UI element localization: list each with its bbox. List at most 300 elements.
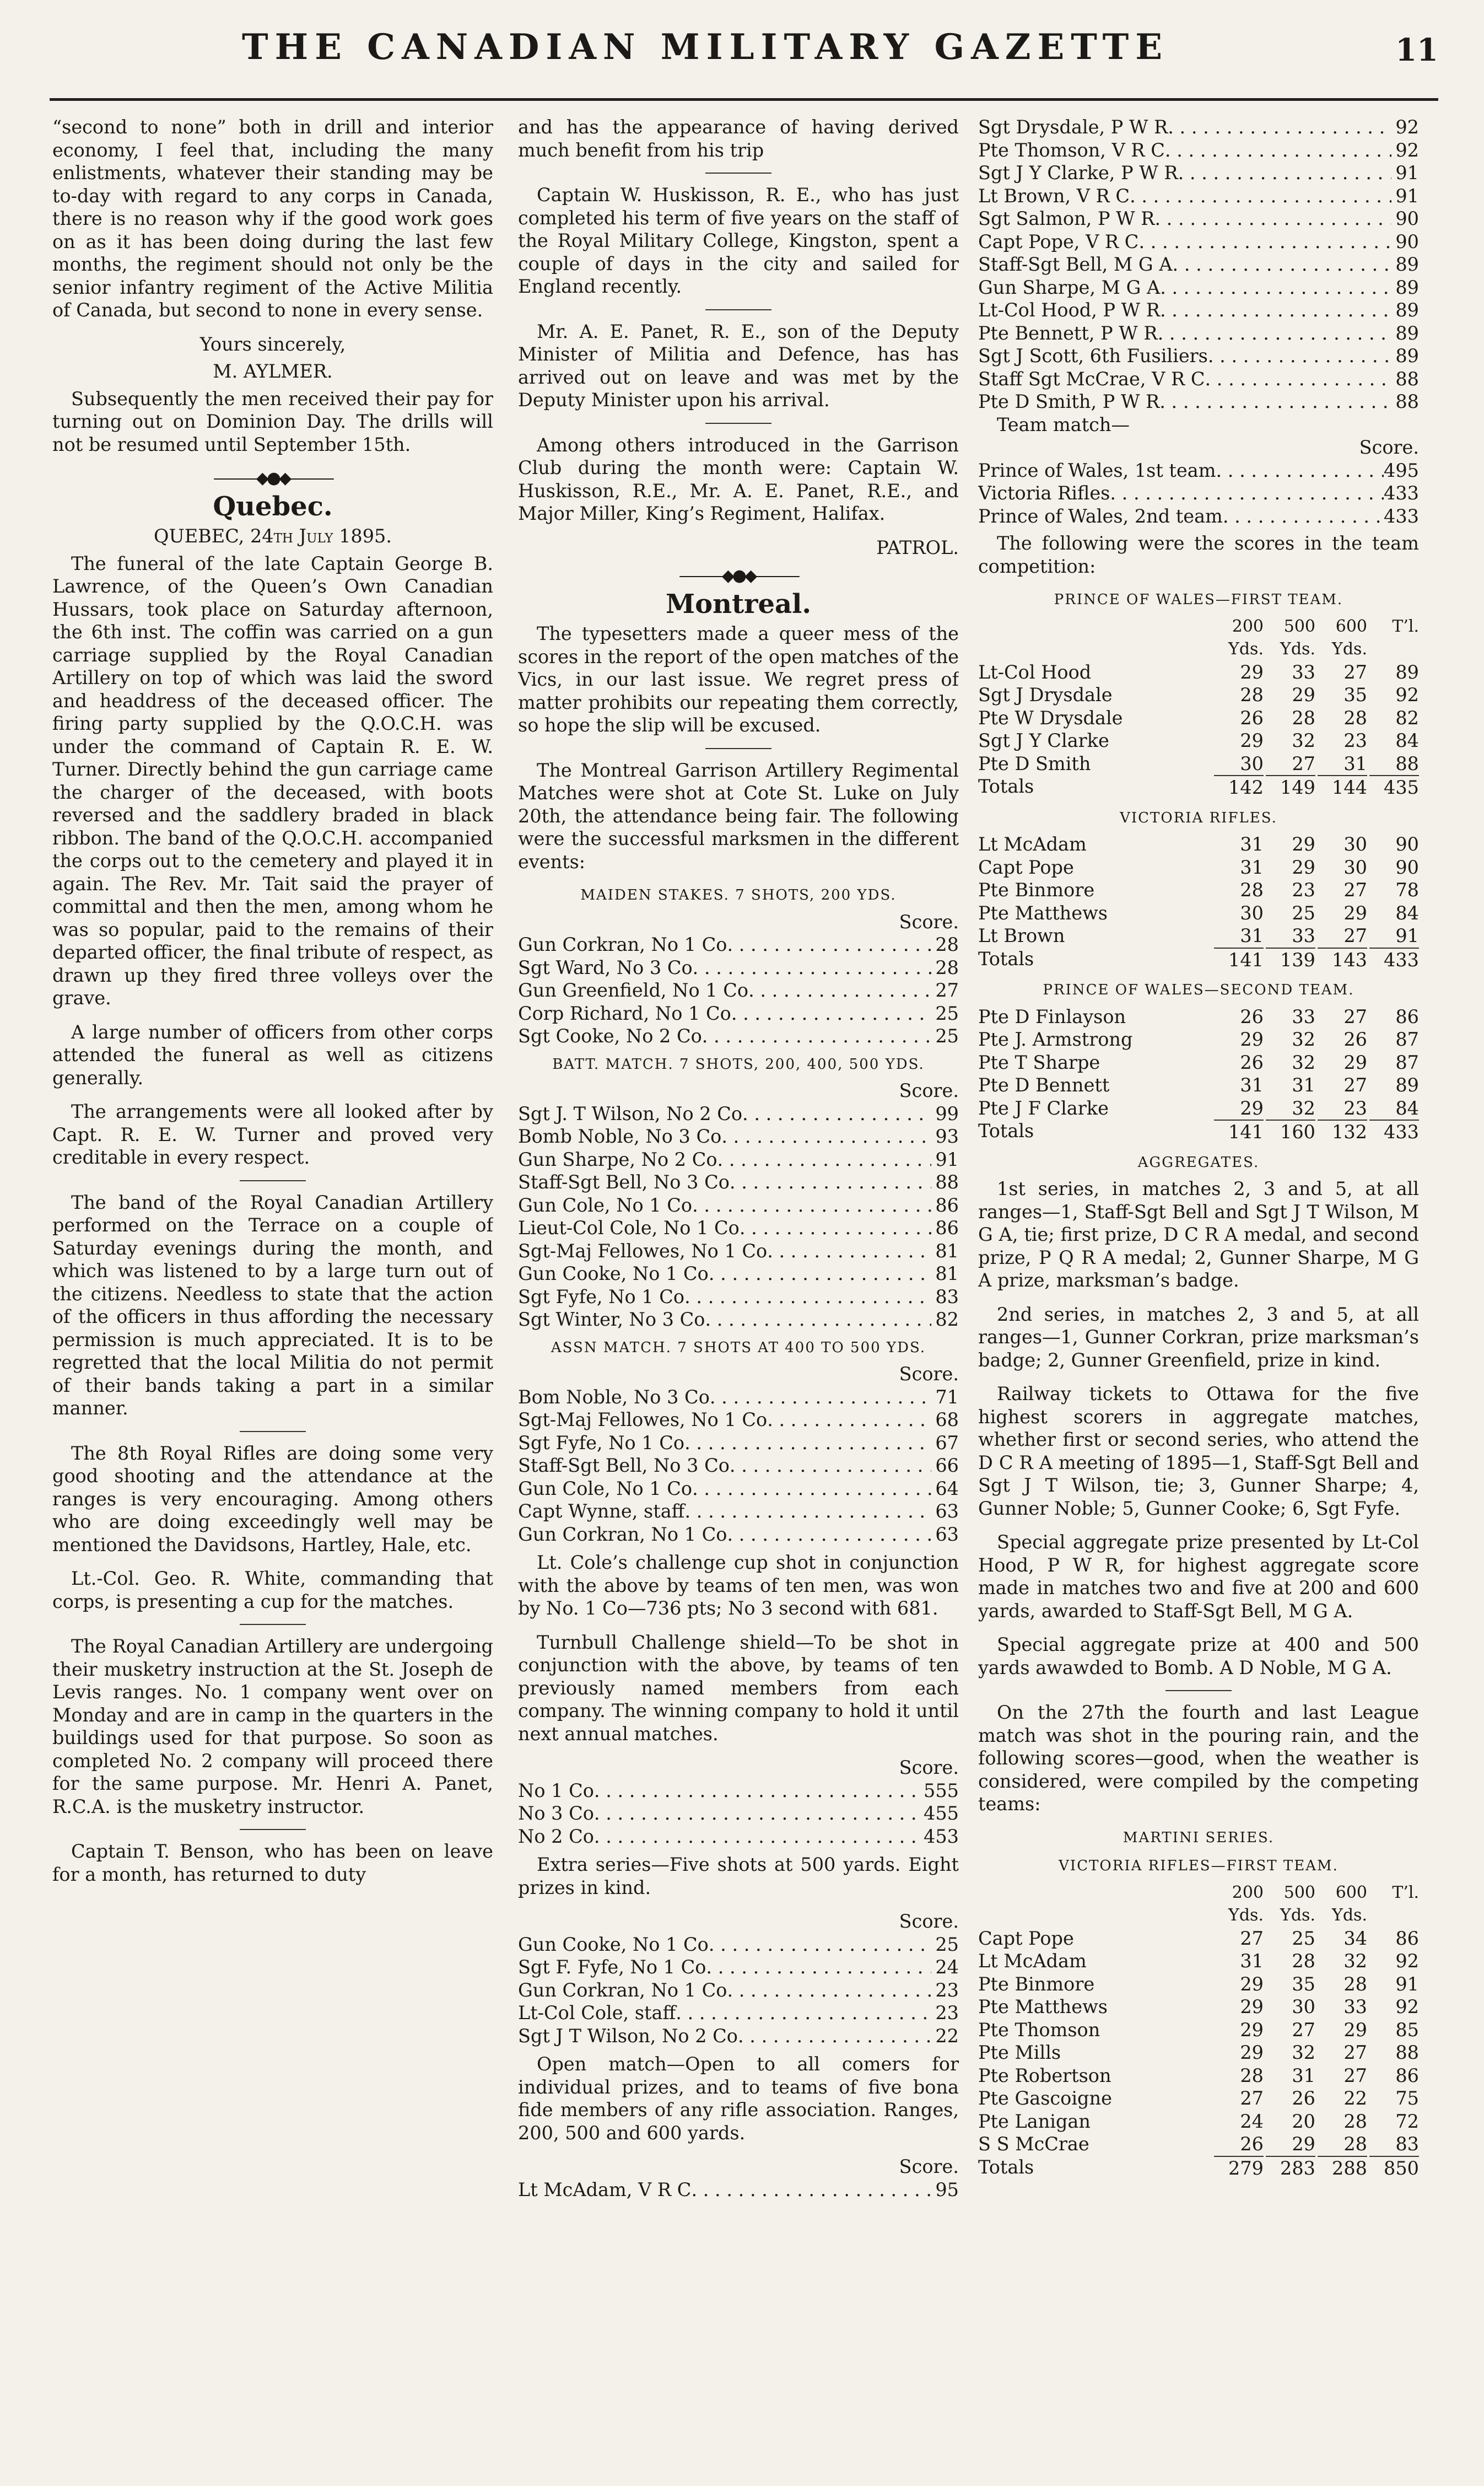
entry-name: Staff-Sgt Bell, M G A bbox=[978, 254, 1173, 275]
col-header: T’l. bbox=[1392, 1882, 1419, 1902]
dot-leader bbox=[738, 2025, 931, 2048]
list-item bbox=[518, 1217, 959, 1240]
dot-leader bbox=[1223, 505, 1384, 528]
entry-name: Gun Corkran, No 1 Co bbox=[518, 934, 727, 955]
score-header: Score. bbox=[899, 1757, 959, 1778]
letter-signature: M. AYLMER. bbox=[213, 360, 333, 382]
table-title: AGGREGATES. bbox=[1137, 1154, 1260, 1171]
dot-leader bbox=[767, 1408, 931, 1432]
entry-name: Corp Richard, No 1 Co bbox=[518, 1002, 731, 1024]
table-cell: 32 bbox=[1292, 2042, 1315, 2063]
table-cell: 86 bbox=[1395, 1927, 1419, 1949]
table-cell: 22 bbox=[1343, 2087, 1367, 2109]
dot-leader bbox=[1168, 116, 1391, 139]
column-3 bbox=[978, 116, 1419, 2464]
list-item bbox=[518, 1102, 959, 1126]
list-item bbox=[518, 1194, 959, 1217]
dot-leader bbox=[1205, 368, 1392, 391]
dot-leader bbox=[727, 1523, 931, 1546]
total-cell: 149 bbox=[1266, 775, 1315, 799]
entry-score: 81 bbox=[935, 1263, 959, 1284]
table-cell: Pte J. Armstrong bbox=[978, 1029, 1133, 1050]
entry-score: 23 bbox=[935, 1979, 959, 2001]
col-header: Yds. bbox=[1228, 639, 1264, 659]
entry-name: Victoria Rifles bbox=[978, 482, 1110, 504]
table-cell: 31 bbox=[1240, 1074, 1264, 1096]
table-cell: 29 bbox=[1240, 1029, 1264, 1050]
dot-leader bbox=[684, 1500, 931, 1523]
divider bbox=[705, 423, 771, 424]
ornament-divider: ———◆●◆——— bbox=[213, 469, 333, 488]
paragraph: Open match—Open to all comers for individual prizes, and to teams of five bona fide members of any rifle association. Ranges, 200, 500 and 600 yards. bbox=[518, 2053, 959, 2144]
entry-name: Bom Noble, No 3 Co bbox=[518, 1386, 710, 1408]
table-cell: 84 bbox=[1395, 902, 1419, 924]
total-cell: Totals bbox=[978, 1120, 1034, 1142]
total-cell: 288 bbox=[1318, 2156, 1367, 2180]
dot-leader bbox=[1110, 482, 1384, 505]
table-cell: 25 bbox=[1292, 1927, 1315, 1949]
entry-name: Lt-Col Hood, P W R bbox=[978, 299, 1160, 321]
table-cell: 29 bbox=[1343, 1051, 1367, 1073]
entry-score: 455 bbox=[924, 1802, 959, 1824]
entry-score: 71 bbox=[935, 1386, 959, 1408]
score-header: Score. bbox=[899, 1911, 959, 1932]
table-cell: 92 bbox=[1395, 1996, 1419, 2017]
table-cell: 33 bbox=[1343, 1996, 1367, 2017]
table-cell: 31 bbox=[1292, 2064, 1315, 2086]
entry-score: 86 bbox=[935, 1194, 959, 1216]
table-cell: 33 bbox=[1292, 925, 1315, 946]
score-header: Score. bbox=[899, 2156, 959, 2177]
entry-score: 89 bbox=[1395, 299, 1419, 321]
dot-leader bbox=[705, 1308, 931, 1331]
martini-vr-first-team-table bbox=[978, 1927, 1419, 2180]
list-item bbox=[978, 459, 1419, 482]
table-cell: 29 bbox=[1240, 1097, 1264, 1119]
entry-name: Gun Sharpe, No 2 Co bbox=[518, 1148, 717, 1170]
list-item bbox=[518, 1956, 959, 1979]
table-cell: 91 bbox=[1395, 1973, 1419, 1995]
entry-score: 91 bbox=[935, 1148, 959, 1170]
team-match-list bbox=[978, 459, 1419, 528]
entry-score: 27 bbox=[935, 980, 959, 1001]
dot-leader bbox=[1178, 162, 1391, 185]
list-item bbox=[518, 1002, 959, 1025]
entry-name: Sgt-Maj Fellowes, No 1 Co bbox=[518, 1240, 768, 1262]
list-item bbox=[518, 1285, 959, 1309]
table-cell: 30 bbox=[1240, 902, 1264, 924]
paragraph: The band of the Royal Canadian Artillery performed on the Terrace on a couple of Saturday evenings during the month, and which was listened to by a large turn out of the citizens. Needless to state that the action of the officers in thus affording the necessary permission is much appreciated. It is to be regretted that the local Militia do not permit of their bands taking a part in a similar manner. bbox=[52, 1191, 493, 1419]
table-title: PRINCE OF WALES—SECOND TEAM. bbox=[1043, 982, 1355, 998]
total-cell: 142 bbox=[1214, 775, 1264, 799]
paragraph: On the 27th the fourth and last League match was shot in the pouring rain, and the following scores—good, when the weather is considered, were compiled by the competing teams: bbox=[978, 1702, 1419, 1815]
entry-score: 28 bbox=[935, 956, 959, 978]
table-cell: Sgt J Y Clarke bbox=[978, 730, 1109, 751]
entry-score: 89 bbox=[1395, 322, 1419, 344]
table-cell: 29 bbox=[1240, 1973, 1264, 1995]
entry-score: 91 bbox=[1395, 162, 1419, 184]
table-cell: 28 bbox=[1240, 879, 1264, 901]
dot-leader bbox=[1130, 185, 1391, 208]
table-cell: 75 bbox=[1395, 2087, 1419, 2109]
entry-name: Prince of Wales, 1st team bbox=[978, 459, 1216, 481]
dot-leader bbox=[730, 1454, 931, 1477]
table-cell: Lt-Col Hood bbox=[978, 661, 1092, 683]
table-cell: Pte Matthews bbox=[978, 1996, 1108, 2017]
total-cell: 850 bbox=[1369, 2156, 1419, 2180]
entry-score: 90 bbox=[1395, 208, 1419, 229]
entry-name: Sgt Fyfe, No 1 Co bbox=[518, 1432, 685, 1454]
table-cell: 85 bbox=[1395, 2019, 1419, 2041]
paragraph: Special aggregate prize at 400 and 500 yards awawded to Bomb. A D Noble, M G A. bbox=[978, 1634, 1419, 1678]
total-cell: 144 bbox=[1318, 775, 1367, 799]
list-item bbox=[518, 1523, 959, 1546]
list-item bbox=[518, 1500, 959, 1523]
list-item bbox=[518, 1802, 959, 1825]
entry-name: Sgt Fyfe, No 1 Co bbox=[518, 1285, 685, 1307]
table-cell: Pte D Bennett bbox=[978, 1074, 1110, 1096]
table-cell: 84 bbox=[1395, 1097, 1419, 1119]
table-cell: Sgt J Drysdale bbox=[978, 684, 1113, 706]
dot-leader bbox=[691, 2178, 931, 2202]
table-cell: 31 bbox=[1240, 1950, 1264, 1972]
table-cell: 27 bbox=[1240, 1927, 1264, 1949]
col-header: 200 bbox=[1232, 616, 1264, 636]
total-cell: Totals bbox=[978, 948, 1034, 970]
dot-leader bbox=[727, 1979, 931, 2002]
dot-leader bbox=[767, 1240, 931, 1263]
paragraph: Turnbull Challenge shield—To be shot in conjunction with the above, by teams of ten previously named members from each company. The winning company to hold it until next annual matches. bbox=[518, 1631, 959, 1745]
divider bbox=[705, 309, 771, 310]
list-item bbox=[518, 979, 959, 1002]
table-cell: 26 bbox=[1240, 1005, 1264, 1027]
table-cell: 29 bbox=[1292, 684, 1315, 706]
paragraph: 2nd series, in matches 2, 3 and 5, at all ranges—1, Gunner Corkran, prize marksman’s badge; 2, Gunner Greenfield, prize in kind. bbox=[978, 1303, 1419, 1371]
table-cell: 27 bbox=[1343, 879, 1367, 901]
table-cell: 26 bbox=[1240, 2133, 1264, 2155]
dot-leader bbox=[1216, 459, 1384, 482]
entry-score: 23 bbox=[935, 2002, 959, 2024]
table-cell: 89 bbox=[1395, 1074, 1419, 1096]
table-cell: 24 bbox=[1240, 2110, 1264, 2132]
table-cell: Pte Robertson bbox=[978, 2064, 1111, 2086]
entry-name: Sgt Drysdale, P W R bbox=[978, 116, 1168, 138]
list-item bbox=[518, 1025, 959, 1048]
table-cell: 29 bbox=[1240, 2019, 1264, 2041]
dot-leader bbox=[1208, 345, 1391, 368]
divider bbox=[705, 748, 771, 749]
table-cell: 78 bbox=[1395, 879, 1419, 901]
total-cell: 139 bbox=[1266, 948, 1315, 972]
paragraph: The typesetters made a queer mess of the scores in the report of the open matches of the Vics, in our last issue. We regret press of matter prohibits our repeating them correctly, so hope the slip will be excused. bbox=[518, 623, 959, 736]
entry-score: 88 bbox=[935, 1171, 959, 1193]
list-item bbox=[518, 1454, 959, 1477]
table-title: MARTINI SERIES. bbox=[1123, 1829, 1275, 1846]
table-cell: Pte Matthews bbox=[978, 902, 1108, 924]
paragraph: Captain W. Huskisson, R. E., who has just completed his term of five years on the staff of the Royal Military College, Kingston, spent a couple of days in the city and sailed for England recently. bbox=[518, 184, 959, 297]
table-cell: Pte T Sharpe bbox=[978, 1051, 1100, 1073]
entry-name: Capt Pope, V R C bbox=[978, 230, 1139, 252]
dot-leader bbox=[742, 1102, 931, 1126]
table-cell: 29 bbox=[1240, 730, 1264, 751]
entry-name: No 1 Co bbox=[518, 1779, 594, 1801]
table-cell: 27 bbox=[1343, 1005, 1367, 1027]
table-cell: Pte Lanigan bbox=[978, 2110, 1091, 2132]
table-cell: 87 bbox=[1395, 1051, 1419, 1073]
entry-score: 83 bbox=[935, 1285, 959, 1307]
divider bbox=[705, 173, 771, 174]
dot-leader bbox=[692, 1477, 931, 1500]
dot-leader bbox=[748, 979, 931, 1002]
paragraph: Lt.-Col. Geo. R. White, commanding that corps, is presenting a cup for the matches. bbox=[52, 1568, 493, 1612]
table-cell: 88 bbox=[1395, 752, 1419, 774]
paragraph: The funeral of the late Captain George B. Lawrence, of the Queen’s Own Canadian Hussars, took place on Saturday afternoon, the 6th inst. The coffin was carried on a gun carriage supplied by the Royal Canadian Artillery on top of which was laid the sword and headdress of the deceased officer. The firing party supplied by the Q.O.C.H. was under the command of Captain R. E. W. Turner. Directly behind the gun carriage came the charger of the deceased, with boots reversed and the saddlery braded in black ribbon. The band of the Q.O.C.H. accompanied the corps out to the cemetery and played it in again. The Rev. Mr. Tait said the prayer of committal and then the men, among whom he was so popular, paid to the remains of their departed officer, the final tribute of respect, as drawn up they fired three volleys over the grave. bbox=[52, 552, 493, 1009]
table-cell: 28 bbox=[1343, 1973, 1367, 1995]
col-header: 600 bbox=[1335, 1882, 1367, 1902]
list-item bbox=[518, 1825, 959, 1848]
table-cell: 27 bbox=[1343, 2064, 1367, 2086]
table-cell: 83 bbox=[1395, 2133, 1419, 2155]
table-cell: 91 bbox=[1395, 925, 1419, 946]
table-cell: Pte Binmore bbox=[978, 879, 1095, 901]
entry-name: Pte Bennett, P W R bbox=[978, 322, 1158, 344]
table-cell: 28 bbox=[1292, 707, 1315, 729]
table-cell: 29 bbox=[1240, 1996, 1264, 2017]
table-header bbox=[978, 615, 1419, 661]
divider bbox=[240, 1180, 306, 1181]
list-item bbox=[518, 1386, 959, 1409]
dot-leader bbox=[1173, 253, 1391, 276]
page-header bbox=[50, 15, 1438, 101]
table-cell: 72 bbox=[1395, 2110, 1419, 2132]
table-cell: 29 bbox=[1292, 833, 1315, 855]
entry-name: Sgt J Scott, 6th Fusiliers bbox=[978, 345, 1208, 367]
entry-name: Gun Greenfield, No 1 Co bbox=[518, 980, 749, 1001]
table-cell: 31 bbox=[1292, 1074, 1315, 1096]
dot-leader bbox=[730, 1171, 931, 1194]
table-cell: 88 bbox=[1395, 2042, 1419, 2063]
entry-name: Gun Cole, No 1 Co bbox=[518, 1194, 693, 1216]
entry-name: Gun Sharpe, M G A bbox=[978, 276, 1161, 298]
table-cell: 27 bbox=[1343, 1074, 1367, 1096]
dot-leader bbox=[740, 1217, 931, 1240]
list-item bbox=[978, 162, 1419, 185]
entry-score: 95 bbox=[935, 2178, 959, 2200]
col-header: T’l. bbox=[1392, 616, 1419, 636]
table-cell: 29 bbox=[1343, 2019, 1367, 2041]
column-1 bbox=[52, 116, 493, 2464]
dot-leader bbox=[710, 1386, 931, 1409]
section-heading-montreal: Montreal. bbox=[665, 588, 812, 620]
paragraph: “second to none” both in drill and interior economy, I feel that, including the many enlistments, whatever their standing may be to-day with regard to any corps in Canada, there is no reason why if the good work goes on as it has been doing during the last few months, the regiment should not only be the senior infantry regiment of the Active Militia of Canada, but second to none in every sense. bbox=[52, 116, 493, 321]
col-header: Yds. bbox=[1280, 1906, 1315, 1925]
divider bbox=[240, 1431, 306, 1432]
dot-leader bbox=[1138, 230, 1391, 254]
total-cell: Totals bbox=[978, 2156, 1034, 2178]
table-cell: 30 bbox=[1292, 1996, 1315, 2017]
table-cell: 32 bbox=[1343, 1950, 1367, 1972]
entry-score: 453 bbox=[924, 1825, 959, 1847]
dot-leader bbox=[684, 1432, 931, 1455]
dot-leader bbox=[731, 1002, 931, 1025]
dot-leader bbox=[721, 1125, 931, 1148]
entry-name: Lt McAdam, V R C bbox=[518, 2178, 692, 2200]
entry-name: Sgt Ward, No 3 Co bbox=[518, 956, 693, 978]
table-title: MAIDEN STAKES. 7 SHOTS, 200 YDS. bbox=[580, 887, 897, 903]
table-cell: Pte Thomson bbox=[978, 2019, 1100, 2041]
entry-score: 25 bbox=[935, 1025, 959, 1047]
entry-score: 28 bbox=[935, 934, 959, 955]
entry-score: 99 bbox=[935, 1102, 959, 1124]
entry-score: 24 bbox=[935, 1956, 959, 1978]
table-cell: 92 bbox=[1395, 1950, 1419, 1972]
team-match-label: Team match— bbox=[997, 413, 1130, 435]
entry-score: 92 bbox=[1395, 139, 1419, 161]
entry-name: Gun Corkran, No 1 Co bbox=[518, 1523, 727, 1545]
table-cell: 28 bbox=[1240, 2064, 1264, 2086]
entry-name: Sgt Salmon, P W R bbox=[978, 208, 1155, 229]
table-title: ASSN MATCH. 7 SHOTS AT 400 TO 500 YDS. bbox=[551, 1339, 926, 1356]
total-cell: 143 bbox=[1318, 948, 1367, 972]
entry-score: 81 bbox=[935, 1240, 959, 1262]
list-item bbox=[978, 185, 1419, 208]
paragraph: The Montreal Garrison Artillery Regimental Matches were shot at Cote St. Luke on July 20th, the attendance being fair. The following were the successful marksmen in the different events: bbox=[518, 759, 959, 873]
table-cell: Pte D Smith bbox=[978, 752, 1091, 774]
table-cell: 30 bbox=[1240, 752, 1264, 774]
divider bbox=[240, 1624, 306, 1625]
dot-leader bbox=[692, 1194, 931, 1217]
dot-leader bbox=[693, 956, 931, 980]
table-cell: 31 bbox=[1240, 925, 1264, 946]
pw-second-team-table bbox=[978, 1005, 1419, 1144]
entry-score: 63 bbox=[935, 1500, 959, 1522]
table-cell: 27 bbox=[1343, 2042, 1367, 2063]
entry-name: No 2 Co bbox=[518, 1825, 594, 1847]
list-item bbox=[518, 1477, 959, 1500]
paragraph: and has the appearance of having derived much benefit from his trip bbox=[518, 116, 959, 161]
dot-leader bbox=[717, 1148, 931, 1171]
entry-name: Gun Cole, No 1 Co bbox=[518, 1477, 693, 1499]
table-cell: 29 bbox=[1292, 2133, 1315, 2155]
entry-name: Prince of Wales, 2nd team bbox=[978, 505, 1223, 527]
table-cell: 35 bbox=[1292, 1973, 1315, 1995]
list-item bbox=[518, 1240, 959, 1263]
table-cell: 23 bbox=[1343, 1097, 1367, 1119]
list-item bbox=[518, 2025, 959, 2048]
table-cell: 33 bbox=[1292, 661, 1315, 683]
table-cell: 90 bbox=[1395, 856, 1419, 878]
entry-name: Pte Thomson, V R C bbox=[978, 139, 1165, 161]
entry-name: Gun Corkran, No 1 Co bbox=[518, 1979, 727, 2001]
batt-match-list bbox=[518, 1102, 959, 1331]
list-item bbox=[978, 368, 1419, 391]
table-title: PRINCE OF WALES—FIRST TEAM. bbox=[1054, 591, 1343, 608]
entry-score: 89 bbox=[1395, 254, 1419, 275]
paragraph: Subsequently the men received their pay for turning out on Dominion Day. The drills will not be resumed until September 15th. bbox=[52, 388, 493, 455]
table-cell: Pte Gascoigne bbox=[978, 2087, 1112, 2109]
table-cell: 27 bbox=[1240, 2087, 1264, 2109]
table-cell: 29 bbox=[1343, 902, 1367, 924]
table-cell: Pte J F Clarke bbox=[978, 1097, 1109, 1119]
section-heading-quebec: Quebec. bbox=[213, 491, 333, 522]
dot-leader bbox=[1160, 276, 1391, 299]
dot-leader bbox=[709, 1262, 931, 1285]
ornament-divider: ———◆●◆——— bbox=[678, 566, 798, 585]
list-item bbox=[518, 1979, 959, 2002]
paragraph: Railway tickets to Ottawa for the five highest scorers in aggregate matches, whether first or second series, who attend the D C R A meeting of 1895—1, Staff-Sgt Bell and Sgt J T Wilson, tie; 3, Gunner Sharpe; 4, Gunner Noble; 5, Gunner Cooke; 6, Sgt Fyfe. bbox=[978, 1383, 1419, 1519]
entry-name: Sgt Winter, No 3 Co bbox=[518, 1309, 705, 1330]
entry-name: Sgt Cooke, No 2 Co bbox=[518, 1025, 702, 1047]
dot-leader bbox=[1154, 207, 1391, 230]
total-cell: 132 bbox=[1318, 1120, 1367, 1144]
table-title: BATT. MATCH. 7 SHOTS, 200, 400, 500 YDS. bbox=[552, 1056, 925, 1073]
list-item bbox=[978, 345, 1419, 368]
dot-leader bbox=[1165, 139, 1391, 162]
dot-leader bbox=[594, 1802, 924, 1825]
table-cell: 89 bbox=[1395, 661, 1419, 683]
table-cell: Lt McAdam bbox=[978, 833, 1087, 855]
entry-name: Bomb Noble, No 3 Co bbox=[518, 1126, 722, 1147]
table-cell: 28 bbox=[1343, 707, 1367, 729]
list-item bbox=[518, 933, 959, 956]
entry-score: 68 bbox=[935, 1409, 959, 1430]
paragraph: The following were the scores in the team competition: bbox=[978, 532, 1419, 577]
col-header: 600 bbox=[1335, 616, 1367, 636]
dateline: QUEBEC, 24th July 1895. bbox=[154, 525, 392, 547]
paragraph: A large number of officers from other corps attended the funeral as well as citizens generally. bbox=[52, 1021, 493, 1089]
table-cell: 31 bbox=[1343, 752, 1367, 774]
entry-score: 433 bbox=[1384, 482, 1419, 504]
col-header: Yds. bbox=[1228, 1906, 1264, 1925]
table-cell: 26 bbox=[1292, 2087, 1315, 2109]
table-cell: 28 bbox=[1292, 1950, 1315, 1972]
table-cell: 23 bbox=[1343, 730, 1367, 751]
maiden-stakes-list bbox=[518, 933, 959, 1048]
dot-leader bbox=[676, 2001, 931, 2025]
entry-score: 555 bbox=[924, 1779, 959, 1801]
entry-name: Lieut-Col Cole, No 1 Co bbox=[518, 1217, 740, 1239]
list-item bbox=[978, 207, 1419, 230]
table-cell: 25 bbox=[1292, 902, 1315, 924]
page-number: 11 bbox=[1395, 32, 1438, 68]
entry-score: 93 bbox=[935, 1126, 959, 1147]
entry-score: 67 bbox=[935, 1432, 959, 1454]
list-item bbox=[518, 1408, 959, 1432]
list-item bbox=[518, 2178, 959, 2202]
paragraph: Extra series—Five shots at 500 yards. Eight prizes in kind. bbox=[518, 1854, 959, 1898]
total-cell: 435 bbox=[1369, 775, 1419, 799]
table-cell: 29 bbox=[1240, 661, 1264, 683]
paragraph: Mr. A. E. Panet, R. E., son of the Deputy Minister of Militia and Defence, has has arrived out on leave and was met by the Deputy Minister upon his arrival. bbox=[518, 320, 959, 411]
total-cell: Totals bbox=[978, 776, 1034, 797]
entry-score: 63 bbox=[935, 1523, 959, 1545]
entry-name: Staff Sgt McCrae, V R C bbox=[978, 368, 1205, 390]
list-item bbox=[518, 1779, 959, 1802]
list-item bbox=[978, 505, 1419, 528]
paragraph: Among others introduced in the Garrison Club during the month were: Captain W. Huskisson, R.E., Mr. A. E. Panet, R.E., and Major Miller, King’s Regiment, Halifax. bbox=[518, 434, 959, 524]
entry-score: 495 bbox=[1384, 459, 1419, 481]
dot-leader bbox=[702, 1025, 931, 1048]
col-header: Yds. bbox=[1280, 639, 1315, 659]
dot-leader bbox=[684, 1285, 931, 1309]
table-cell: 87 bbox=[1395, 1029, 1419, 1050]
table-cell: 30 bbox=[1343, 833, 1367, 855]
table-cell: 33 bbox=[1292, 1005, 1315, 1027]
paragraph: Special aggregate prize presented by Lt-Col Hood, P W R, for highest aggregate score made in matches two and five at 200 and 600 yards, awarded to Staff-Sgt Bell, M G A. bbox=[978, 1531, 1419, 1622]
table-cell: 30 bbox=[1343, 856, 1367, 878]
table-cell: 20 bbox=[1292, 2110, 1315, 2132]
table-cell: Pte D Finlayson bbox=[978, 1005, 1126, 1027]
